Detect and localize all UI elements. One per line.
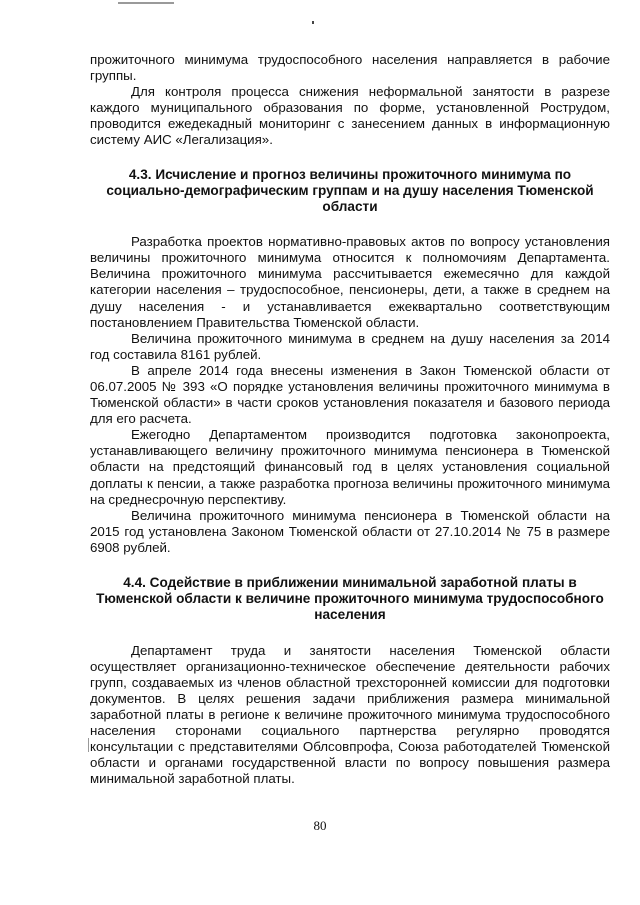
section-heading-4-4: 4.4. Содействие в приближении минимальной заработной платы в Тюменской области к величине прожиточного минимума трудоспособного населения <box>96 575 604 623</box>
scan-artifact <box>312 21 314 24</box>
paragraph: Ежегодно Департаментом производится подготовка законопроекта, устанавливающего величину прожиточного минимума пенсионера в Тюменской области на предстоящий финансовый год в целях установления социальной доплаты к пенсии, а также разработка прогноза величины прожиточного минимума на среднесрочную перспективу. <box>90 427 610 507</box>
section-heading-4-3: 4.3. Исчисление и прогноз величины прожиточного минимума по социально-демографическим группам и на душу населения Тюменской области <box>106 166 594 214</box>
scan-artifact <box>88 738 89 752</box>
paragraph: Департамент труда и занятости населения Тюменской области осуществляет организационно-техническое обеспечение деятельности рабочих групп, создаваемых из членов областной трехсторонней комиссии для подготовки документов. В целях решения задачи приближения размера минимальной заработной платы в регионе к величине прожиточного минимума трудоспособного населения сторонами социального партнерства регулярно проводятся консультации с представителями Облсовпрофа, Союза работодателей Тюменской области и органами государственной власти по вопросу повышения размера минимальной заработной платы. <box>90 642 610 787</box>
paragraph: Для контроля процесса снижения неформальной занятости в разрезе каждого муниципального образования по форме, установленной Рострудом, проводится ежедекадный мониторинг с занесением данных в информационную систему АИС «Легализация». <box>90 84 610 148</box>
paragraph: Величина прожиточного минимума в среднем на душу населения за 2014 год составила 8161 рублей. <box>90 330 610 362</box>
paragraph: Величина прожиточного минимума пенсионера в Тюменской области на 2015 год установлена Законом Тюменской области от 27.10.2014 № 75 в размере 6908 рублей. <box>90 507 610 555</box>
scan-artifact <box>118 2 174 4</box>
paragraph: Разработка проектов нормативно-правовых актов по вопросу установления величины прожиточного минимума относится к полномочиям Департамента. Величина прожиточного минимума рассчитывается ежемесячно для каждой категории населения – трудоспособное, пенсионеры, дети, а также в среднем на душу населения - и устанавливается ежеквартально соответствующим постановлением Правительства Тюменской области. <box>90 234 610 330</box>
page-number: 80 <box>313 818 327 833</box>
paragraph: В апреле 2014 года внесены изменения в Закон Тюменской области от 06.07.2005 № 393 «О порядке установления величины прожиточного минимума в Тюменской области» в части сроков установления показателя и базового периода для его расчета. <box>90 362 610 427</box>
paragraph: прожиточного минимума трудоспособного населения направляется в рабочие группы. <box>90 52 610 84</box>
page-content <box>90 52 610 788</box>
